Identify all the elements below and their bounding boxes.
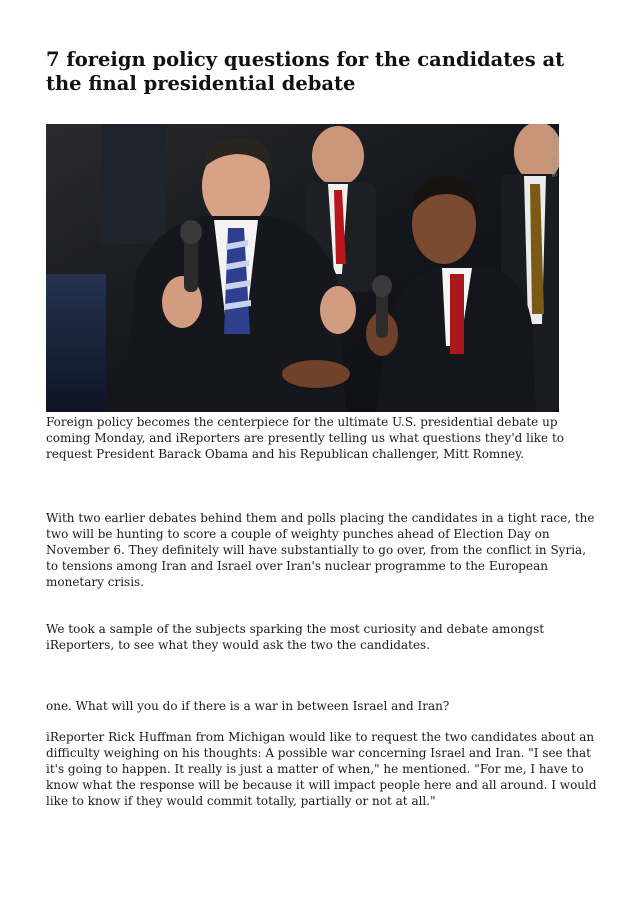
paragraph-sample: We took a sample of the subjects sparking the most curiosity and debate amongst iReporters, to see what they would ask the two the candidates. [46, 622, 545, 652]
photo-watermark: GETTY IMAGES [550, 132, 556, 177]
paragraph-intro: Foreign policy becomes the centerpiece for the ultimate U.S. presidential debate up coming Monday, and iReporters are presently telling us what questions they'd like to request President Barack Obama and his Republican challenger, Mitt Romney. [46, 415, 565, 461]
paragraph-context: With two earlier debates behind them and polls placing the candidates in a tight race, the two will be hunting to score a couple of weighty punches ahead of Election Day on November 6. They definitely will have substantially to go over, from the conflict in Syria, to tensions among Iran and Israel over Iran's nuclear programme to the European monetary crisis. [46, 511, 595, 589]
paragraph-question-detail: iReporter Rick Huffman from Michigan would like to request the two candidates about an difficulty weighing on his thoughts: A possible war concerning Israel and Iran. "I see that it's going to happen. It really is just a matter of when," he mentioned. "For me, I have to know what the response will be because it will impact people here and all around. I would like to know if they would commit totally, partially or not at all." [46, 730, 597, 808]
debate-photo [46, 124, 559, 412]
question-heading: one. What will you do if there is a war in between Israel and Iran? [46, 699, 450, 713]
article-title: 7 foreign policy questions for the candidates at the final presidential debate [46, 48, 565, 95]
debate-photo-illustration [46, 124, 559, 412]
